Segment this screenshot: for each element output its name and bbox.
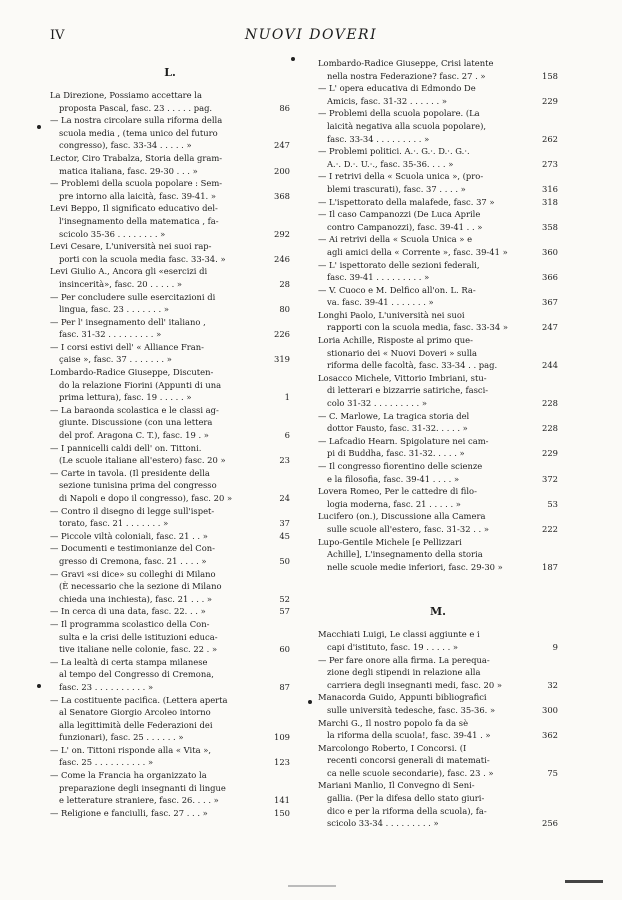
index-entry (50, 114, 290, 152)
index-entry (318, 334, 558, 372)
index-entry-line: agli amici della « Corrente », fasc. 39-41 » (327, 246, 508, 257)
index-entry-line: pre intorno alla laicità, fasc. 39-41. » (59, 190, 216, 201)
index-entry-line: gallia. (Per la difesa dello stato giuri- (327, 793, 485, 804)
index-entry-line: Loria Achille, Risposte al primo que- (318, 335, 473, 346)
page-number: 247 (542, 322, 558, 333)
index-entry-line: — Contro il disegno di legge sull'ispet- (50, 505, 215, 516)
page-number: 50 (279, 555, 290, 566)
index-entry-line: do la relazione Fiorini (Appunti di una (59, 379, 222, 390)
page-number: 372 (542, 473, 558, 484)
index-entry (50, 530, 290, 543)
page-number: 87 (279, 681, 290, 692)
index-entry-line: Levi Giulio A., Ancora gli «esercizi di (50, 266, 208, 277)
page-folio: IV (50, 28, 65, 43)
page-number: 1 (284, 392, 290, 403)
index-entry-line: A.·. D.·. U.·., fasc. 35-36. . . . » (327, 158, 454, 169)
index-entry (50, 618, 290, 656)
index-entry-line: fasc. 23 . . . . . . . . . . » (59, 681, 154, 692)
index-entry-line: di letterari e bizzarrie satiriche, fasci- (327, 385, 489, 396)
index-entry-line: scuola media , (tema unico del futuro (59, 127, 218, 138)
index-entry (318, 435, 558, 460)
index-entry-line: — I corsi estivi dell' « Alliance Fran- (50, 341, 204, 352)
index-entry (50, 542, 290, 567)
index-entry-line: — Gravi «si dice» su colleghi di Milano (50, 568, 216, 579)
index-entry-line: — L' ispettorato delle sezioni federali, (318, 259, 480, 270)
index-entry-line: scicolo 35-36 . . . . . . . . » (59, 228, 166, 239)
index-entry-line: di Napoli e dopo il congresso), fasc. 20 » (59, 493, 233, 503)
index-entry (318, 170, 558, 195)
page-number: 228 (542, 423, 558, 434)
index-entry-line: dico e per la riforma della scuola), fa- (327, 805, 487, 816)
index-entry-line: — Religione e fanciulli, fasc. 27 . . . » (50, 807, 208, 818)
page-number: 368 (274, 190, 290, 201)
footer-mark (565, 880, 603, 883)
index-entry-line: torato, fasc. 21 . . . . . . . » (59, 518, 169, 529)
index-entry (318, 196, 558, 209)
index-entry-line: scicolo 33-34 . . . . . . . . . » (327, 818, 439, 829)
index-entry-line: funzionari), fasc. 25 . . . . . . » (59, 732, 184, 743)
page-number: 158 (542, 70, 558, 81)
index-entry-line: colo 31-32 . . . . . . . . . » (327, 398, 427, 409)
page-number: 23 (279, 455, 290, 466)
index-entry-line: (Le scuole italiane all'estero) fasc. 20 » (59, 455, 226, 466)
index-entry-line: — La costituente pacifica. (Lettera aperta (50, 694, 228, 705)
index-entry-line: dottor Fausto, fasc. 31-32. . . . . » (327, 423, 468, 434)
page-number: 123 (274, 757, 290, 768)
index-entry-line: Levi Cesare, L'università nei suoi rap- (50, 241, 212, 252)
page-number: 86 (279, 102, 290, 113)
index-entry-line: la riforma della scuola!, fasc. 39-41 . » (327, 730, 491, 741)
page-number: 292 (274, 228, 290, 239)
index-entry (318, 82, 558, 107)
index-entry-line: preparazione degli insegnanti di lingue (59, 782, 226, 793)
index-entry-line: — L' on. Tittoni risponde alla « Vita », (50, 744, 212, 755)
index-entry (318, 717, 558, 742)
index-entry (318, 208, 558, 233)
index-entry (50, 694, 290, 744)
index-entry-line: — I pannicelli caldi dell' on. Tittoni. (50, 442, 202, 453)
page-number: 37 (279, 518, 290, 529)
page-number: 256 (542, 818, 558, 829)
index-entry-line: l'insegnamento della matematica , fa- (59, 215, 219, 226)
page-number: 32 (547, 679, 558, 690)
index-entry-line: — Ai retrivi della « Scuola Unica » e (318, 234, 473, 245)
index-entry (318, 284, 558, 309)
index-entry-line: — C. Marlowe, La tragica storia del (318, 410, 470, 421)
index-entry-line: chieda una inchiesta), fasc. 21 . . . » (59, 593, 213, 604)
index-entry-line: ca nelle scuole secondarie), fasc. 23 . » (327, 767, 494, 778)
page-number: 229 (542, 448, 558, 459)
index-entry-line: Amicis, fasc. 31-32 . . . . . . » (327, 95, 447, 106)
left-column (50, 58, 290, 819)
page-number: 262 (542, 133, 558, 144)
page-number: 316 (542, 183, 558, 194)
index-entry-line: — Problemi della scuola popolare. (La (318, 108, 480, 119)
page-number: 247 (274, 140, 290, 151)
right-column (318, 58, 558, 830)
index-entry (50, 341, 290, 366)
index-entry (50, 265, 290, 290)
page-number: 80 (279, 304, 290, 315)
index-entry-line: va. fasc. 39-41 . . . . . . . » (327, 297, 434, 308)
page-number: 318 (542, 196, 558, 207)
index-entry-line: del prof. Aragona C. T.), fasc. 19 . » (59, 430, 209, 441)
index-entry-line: Lector, Ciro Trabalza, Storia della gram- (50, 152, 223, 163)
index-entry-line: — V. Cuoco e M. Delfico all'on. L. Ra- (318, 284, 476, 295)
page-number: 53 (547, 498, 558, 509)
index-entry-line: — L'ispettorato della malafede, fasc. 37 » (318, 196, 495, 207)
index-entry-line: sulta e la crisi delle istituzioni educa- (59, 631, 218, 642)
index-entry-line: rapporti con la scuola media, fasc. 33-34 » (327, 322, 508, 333)
index-entry-line: Mariani Manlio, Il Convegno di Seni- (318, 780, 475, 791)
index-entry-line: pi di Buddha, fasc. 31-32. . . . . » (327, 448, 465, 459)
index-entry-line: — Per fare onore alla firma. La perequa- (318, 654, 490, 665)
index-entry-line: Lombardo-Radice Giuseppe, Discuten- (50, 367, 214, 378)
section-letter-l: L. (164, 66, 176, 79)
index-entry-line: insincerità», fasc. 20 . . . . . » (59, 278, 183, 289)
index-entry-line: sulle università tedesche, fasc. 35-36. » (327, 704, 496, 715)
running-header-title: NUOVI DOVERI (244, 27, 378, 43)
index-entry (50, 769, 290, 807)
page-number: 57 (279, 606, 290, 617)
index-entry (318, 372, 558, 410)
page-number: 28 (279, 278, 290, 289)
index-entry (50, 366, 290, 404)
index-entry (50, 291, 290, 316)
index-entry (50, 202, 290, 240)
index-entry-line: — Problemi politici. A.·. G.·. D.·. G.·. (318, 146, 470, 157)
index-entry-line: — L' opera educativa di Edmondo De (318, 83, 476, 94)
index-entry-line: Marcolongo Roberto, I Concorsi. (I (318, 742, 467, 753)
index-entry (318, 485, 558, 510)
section-letter-m: M. (429, 605, 446, 619)
index-entry-line: porti con la scuola media fasc. 33-34. » (59, 253, 226, 264)
index-entry-line: — La lealtà di certa stampa milanese (50, 656, 208, 667)
page-number: 75 (547, 767, 558, 778)
index-entry-line: al tempo del Congresso di Cremona, (59, 669, 214, 680)
page-number: 200 (274, 165, 290, 176)
page-number: 141 (274, 795, 290, 806)
index-entry-line: Achille], L'insegnamento della storia (327, 549, 483, 560)
page-number: 229 (542, 95, 558, 106)
index-entry-line: prima lettura), fasc. 19 . . . . . » (59, 392, 192, 403)
index-entry-line: — Per l' insegnamento dell' italiano , (50, 316, 206, 327)
index-entry-line: sulle scuole all'estero, fasc. 31-32 . . » (327, 523, 489, 534)
index-entry-line: Losacco Michele, Vittorio Imbriani, stu- (318, 372, 487, 383)
page-number: 60 (279, 644, 290, 655)
index-entry (318, 536, 558, 574)
index-entry-line: Macchiati Luigi, Le classi aggiunte e i (318, 629, 480, 640)
index-entry-line: — La nostra circolare sulla riforma della (50, 115, 223, 126)
index-entry-line: tive italiane nelle colonie, fasc. 22 . » (59, 644, 218, 655)
index-entry (50, 442, 290, 467)
index-entry-line: — Come la Francia ha organizzato la (50, 770, 207, 781)
index-entry-line: Marchi G., Il nostro popolo fa da sè (318, 717, 469, 728)
index-entry (318, 779, 558, 829)
page-number: 109 (274, 732, 290, 743)
index-entry-line: — La baraonda scolastica e le classi ag- (50, 404, 219, 415)
index-entry-line: — Piccole viltà coloniali, fasc. 21 . . » (50, 530, 208, 541)
page-number: 6 (284, 430, 290, 441)
index-entry-line: al Senatore Giorgio Arcoleo intorno (59, 707, 211, 718)
index-entry (318, 145, 558, 170)
index-entry-line: Lupo-Gentile Michele [e Pellizzari (318, 536, 462, 547)
footer-rule (288, 885, 336, 887)
index-entry (50, 505, 290, 530)
index-entry (50, 152, 290, 177)
index-entry-line: giunte. Discussione (con una lettera (59, 417, 213, 428)
page-number: 360 (542, 246, 558, 257)
index-entry-line: — Carte in tavola. (Il presidente della (50, 467, 210, 478)
index-entry-line: nella nostra Federazione? fasc. 27 . » (327, 70, 486, 81)
index-entry (50, 89, 290, 114)
page-number: 300 (542, 704, 558, 715)
index-entry-line: gresso di Cremona, fasc. 21 . . . . » (59, 555, 207, 566)
index-entry-line: fasc. 25 . . . . . . . . . . » (59, 757, 154, 768)
page-number: 45 (279, 530, 290, 541)
index-entry (318, 691, 558, 716)
page-number: 228 (542, 398, 558, 409)
index-entry (318, 259, 558, 284)
index-entry-line: fasc. 39-41 . . . . . . . . . » (327, 272, 430, 283)
index-entry (318, 654, 558, 692)
index-entry-line: proposta Pascal, fasc. 23 . . . . . pag. (59, 102, 213, 113)
index-entry (318, 107, 558, 145)
index-entry-line: e la filosofia, fasc. 39-41 . . . . » (327, 473, 460, 484)
index-entry-line: fasc. 33-34 . . . . . . . . . » (327, 133, 430, 144)
index-entry-line: Levi Beppo, Il significato educativo del- (50, 203, 218, 214)
index-entry-line: blemi trascurati), fasc. 37 . . . . » (327, 183, 466, 194)
index-entry-line: — Il caso Campanozzi (De Luca Aprile (318, 209, 481, 220)
index-entry-line: sezione tunisina prima del congresso (59, 480, 217, 491)
margin-dot (37, 684, 41, 688)
index-entry (50, 807, 290, 820)
index-entry-line: — Documenti e testimonianze del Con- (50, 543, 215, 554)
index-entry-line: laicità negativa alla scuola popolare), (327, 120, 487, 131)
index-entry (318, 742, 558, 780)
index-entry (50, 744, 290, 769)
page-number: 24 (279, 493, 290, 503)
index-entry (318, 309, 558, 334)
page-number: 150 (274, 807, 290, 818)
index-entry (318, 57, 558, 82)
index-entry-line: La Direzione, Possiamo accettare la (50, 90, 202, 100)
index-entry (50, 605, 290, 618)
index-entry-line: — I retrivi della « Scuola unica », (pro- (318, 171, 484, 182)
right-m-entry-list (318, 628, 558, 830)
page-number: 52 (279, 593, 290, 604)
index-entry-line: logia moderna, fasc. 21 . . . . . » (327, 498, 461, 509)
index-entry-line: — In cerca di una data, fasc. 22. . . » (50, 606, 206, 617)
page-number: 9 (552, 641, 558, 652)
index-entry (50, 467, 290, 505)
index-entry (50, 316, 290, 341)
index-entry-line: — Il programma scolastico della Con- (50, 618, 210, 629)
index-entry-line: congresso), fasc. 33-34 . . . . . » (59, 140, 192, 151)
index-entry (50, 656, 290, 694)
page-number: 273 (542, 158, 558, 169)
index-entry-line: stionario dei « Nuovi Doveri » sulla (327, 347, 478, 358)
index-entry (318, 410, 558, 435)
page-number: 366 (542, 272, 558, 283)
page-number: 319 (274, 354, 290, 365)
index-entry-line: nelle scuole medie inferiori, fasc. 29-30 » (327, 561, 503, 572)
index-entry (318, 233, 558, 258)
margin-dot (308, 700, 312, 704)
page-number: 226 (274, 329, 290, 340)
index-entry-line: (È necessario che la sezione di Milano (59, 581, 222, 592)
index-entry-line: carriera degli insegnanti medi, fasc. 20 » (327, 679, 502, 690)
page-number: 358 (542, 221, 558, 232)
page-number: 246 (274, 253, 290, 264)
page-number: 362 (542, 730, 558, 741)
index-entry-line: çaise », fasc. 37 . . . . . . . » (59, 354, 172, 365)
page-number: 244 (542, 360, 558, 371)
index-entry (50, 404, 290, 442)
index-entry (50, 240, 290, 265)
index-entry-line: Manacorda Guido, Appunti bibliografici (318, 692, 487, 703)
index-entry-line: contro Campanozzi), fasc. 39-41 . . » (327, 221, 483, 232)
index-entry-line: Lucifero (on.), Discussione alla Camera (318, 511, 486, 522)
index-entry-line: — Per concludere sulle esercitazioni di (50, 291, 216, 302)
left-entry-list (50, 89, 290, 819)
index-entry-line: e letterature straniere, fasc. 26. . . . » (59, 795, 219, 806)
page-number: 222 (542, 523, 558, 534)
index-entry-line: — Problemi della scuola popolare : Sem- (50, 178, 223, 189)
page-number: 187 (542, 561, 558, 572)
index-entry-line: — Lafcadio Hearn. Spigolature nei cam- (318, 435, 489, 446)
index-entry-line: lingua, fasc. 23 . . . . . . . » (59, 304, 169, 315)
margin-dot (291, 57, 295, 61)
index-entry-line: — Il congresso fiorentino delle scienze (318, 461, 483, 471)
right-l-entry-list (318, 57, 558, 573)
index-entry (318, 460, 558, 485)
index-entry-line: zione degli stipendi in relazione alla (327, 667, 481, 678)
page-number: 367 (542, 297, 558, 308)
index-entry-line: capi d'istituto, fasc. 19 . . . . . » (327, 641, 459, 652)
index-entry (50, 177, 290, 202)
index-entry (318, 510, 558, 535)
margin-dot (37, 125, 41, 129)
index-entry-line: recenti concorsi generali di matemati- (327, 755, 490, 766)
index-entry (318, 628, 558, 653)
index-entry-line: alla legittimità delle Federazioni dei (59, 719, 213, 730)
index-entry-line: matica italiana, fasc. 29-30 . . . » (59, 165, 198, 176)
index-entry (50, 568, 290, 606)
index-entry-line: Lovera Romeo, Per le cattedre di filo- (318, 486, 477, 497)
index-entry-line: Lombardo-Radice Giuseppe, Crisi latente (318, 58, 494, 68)
index-entry-line: fasc. 31-32 . . . . . . . . . » (59, 329, 162, 340)
index-entry-line: Longhi Paolo, L'università nei suoi (318, 309, 465, 320)
index-entry-line: riforma delle facoltà, fasc. 33-34 . . pag. (327, 360, 498, 371)
